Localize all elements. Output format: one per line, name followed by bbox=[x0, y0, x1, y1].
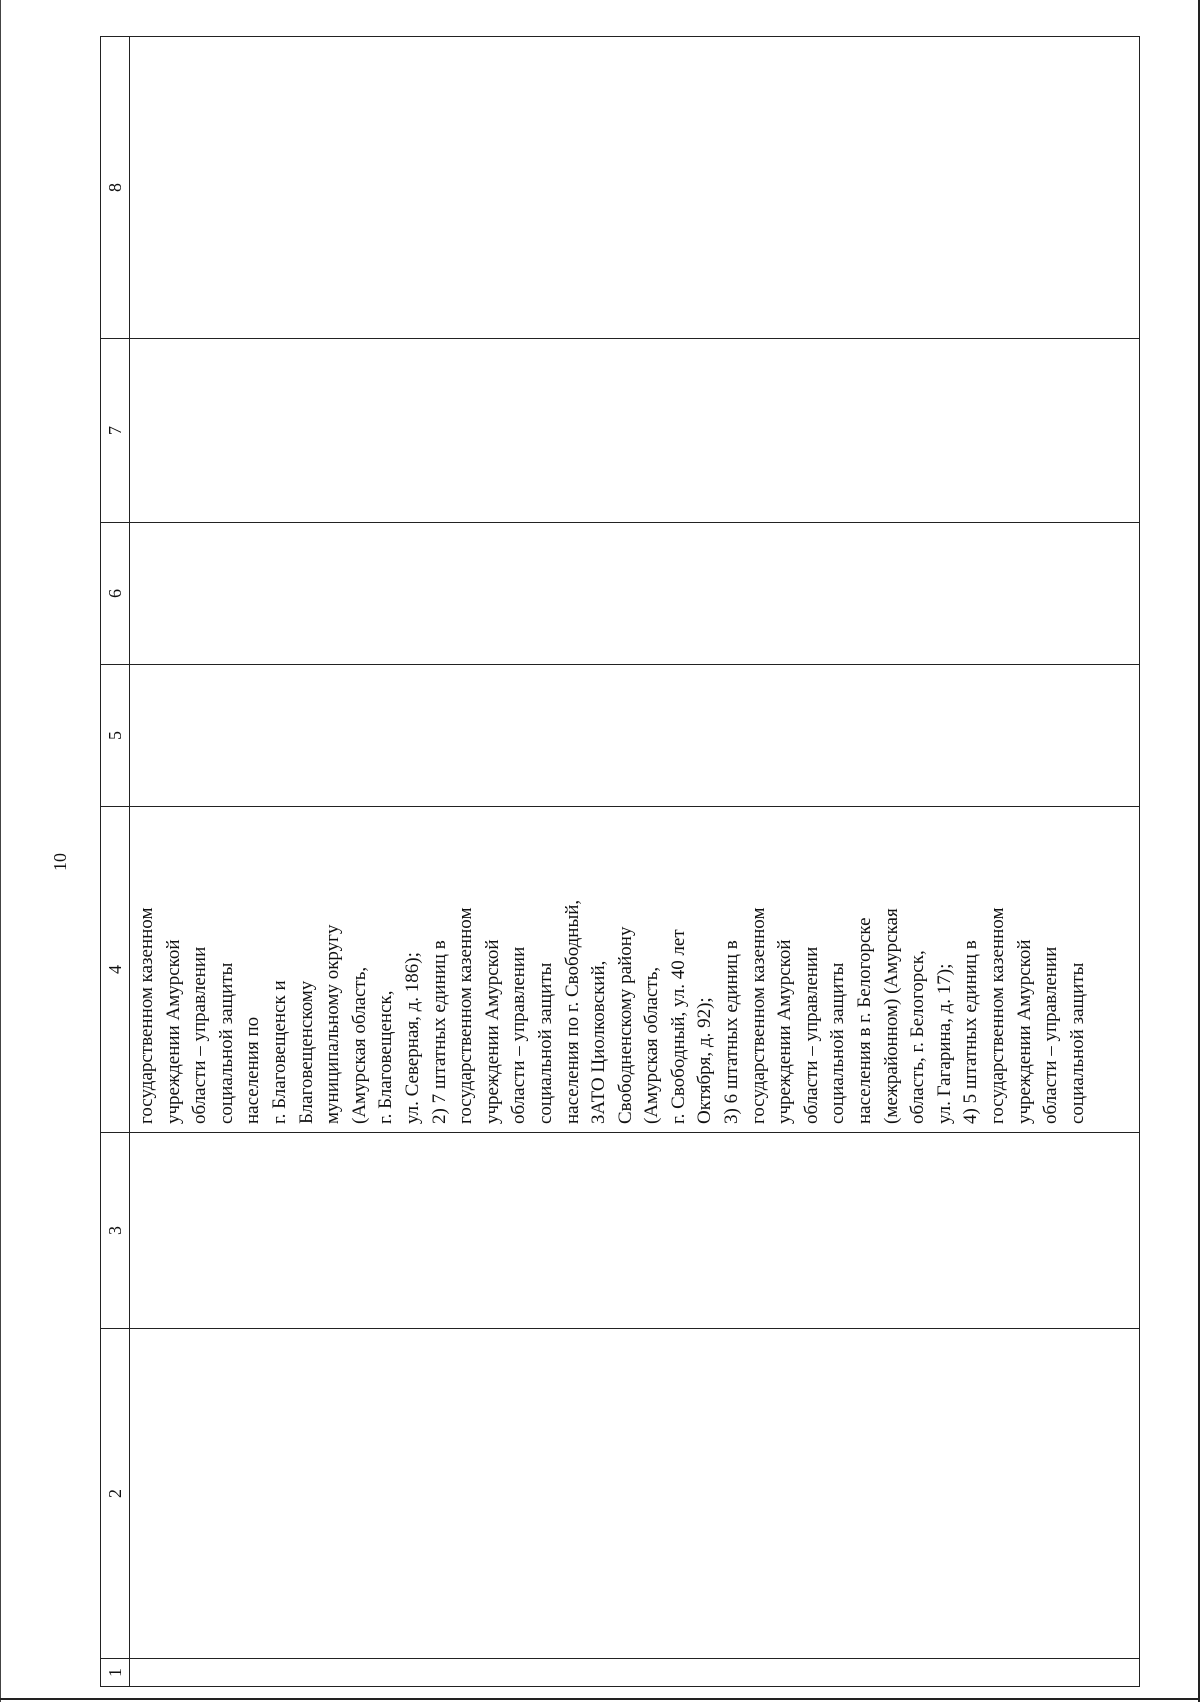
cell-col-4-line: области – управлении bbox=[800, 946, 822, 1124]
column-number-7: 7 bbox=[101, 339, 130, 523]
cell-col-4-line: ЗАТО Циолковский, bbox=[588, 960, 610, 1124]
cell-col-4-line: ул. Северная, д. 186); bbox=[401, 952, 423, 1124]
cell-col-4-line: Свободненскому району bbox=[614, 926, 636, 1124]
cell-col-5 bbox=[130, 665, 1140, 807]
cell-col-4-line: учреждении Амурской bbox=[481, 939, 503, 1124]
column-number-8: 8 bbox=[101, 37, 130, 339]
cell-col-4-line: 2) 7 штатных единиц в bbox=[428, 940, 450, 1124]
column-number-5: 5 bbox=[101, 665, 130, 807]
column-number-6: 6 bbox=[101, 523, 130, 665]
cell-col-4 bbox=[130, 807, 1140, 1133]
cell-col-4-line: учреждении Амурской bbox=[1013, 939, 1035, 1124]
page-number: 10 bbox=[50, 853, 70, 871]
cell-col-4-line: ул. Гагарина, д. 17); bbox=[933, 963, 955, 1124]
cell-col-2 bbox=[130, 1329, 1140, 1659]
table-row bbox=[130, 37, 1140, 1687]
column-number-2: 2 bbox=[101, 1329, 130, 1659]
page-edge-bottom bbox=[0, 1698, 1200, 1700]
cell-col-4-line: населения в г. Белогорске bbox=[854, 917, 876, 1124]
cell-col-4-line: государственном казенном bbox=[987, 907, 1008, 1124]
cell-col-4-line: Благовещенскому bbox=[295, 980, 317, 1124]
cell-col-4-line: населения по bbox=[242, 1016, 264, 1124]
cell-col-4-line: г. Благовещенск и bbox=[268, 980, 290, 1124]
cell-col-6 bbox=[130, 523, 1140, 665]
cell-col-1 bbox=[130, 1659, 1140, 1687]
cell-col-4-line: 4) 5 штатных единиц в bbox=[960, 940, 982, 1124]
cell-col-4-line: учреждении Амурской bbox=[774, 939, 796, 1124]
cell-col-4-line: населения по г. Свободный, bbox=[561, 899, 583, 1124]
cell-col-4-line: область, г. Белогорск, bbox=[907, 950, 929, 1124]
cell-col-4-line: (Амурская область, bbox=[348, 966, 370, 1124]
cell-col-4-line: области – управлении bbox=[508, 946, 530, 1124]
cell-col-4-line: государственном казенном bbox=[747, 907, 769, 1124]
cell-col-4-line: государственном казенном bbox=[455, 907, 477, 1124]
page-edge-left bbox=[0, 0, 1, 1702]
cell-col-4-line: Октября, д. 92); bbox=[694, 997, 716, 1124]
column-number-4: 4 bbox=[101, 807, 130, 1133]
cell-col-4-line: государственном казенном bbox=[136, 907, 157, 1124]
column-number-3: 3 bbox=[101, 1133, 130, 1329]
cell-col-4-line: социальной защиты bbox=[534, 962, 556, 1124]
column-number-1: 1 bbox=[101, 1659, 130, 1687]
cell-col-4-line: учреждении Амурской bbox=[162, 939, 184, 1124]
cell-col-4-line: (Амурская область, bbox=[641, 966, 663, 1124]
cell-col-4-line: муниципальному округу bbox=[322, 924, 344, 1124]
cell-col-4-line: (межрайонном) (Амурская bbox=[880, 908, 902, 1124]
rotated-table-container bbox=[50, 37, 1140, 1687]
cell-col-3 bbox=[130, 1133, 1140, 1329]
cell-col-4-line: г. Свободный, ул. 40 лет bbox=[667, 929, 689, 1124]
cell-col-4-line: 3) 6 штатных единиц в bbox=[721, 940, 743, 1124]
cell-col-7 bbox=[130, 339, 1140, 523]
cell-col-8 bbox=[130, 37, 1140, 339]
column-number-row bbox=[101, 37, 130, 1687]
cell-col-4-line: области – управлении bbox=[189, 946, 211, 1124]
cell-col-4-line: социальной защиты bbox=[827, 962, 849, 1124]
cell-col-4-line: социальной защиты bbox=[1066, 962, 1088, 1124]
cell-col-4-line: г. Благовещенск, bbox=[375, 990, 397, 1124]
cell-col-4-line: области – управлении bbox=[1040, 946, 1062, 1124]
cell-col-4-line: социальной защиты bbox=[215, 962, 237, 1124]
document-table bbox=[100, 36, 1140, 1687]
cell-col-4-text bbox=[130, 807, 1091, 1132]
